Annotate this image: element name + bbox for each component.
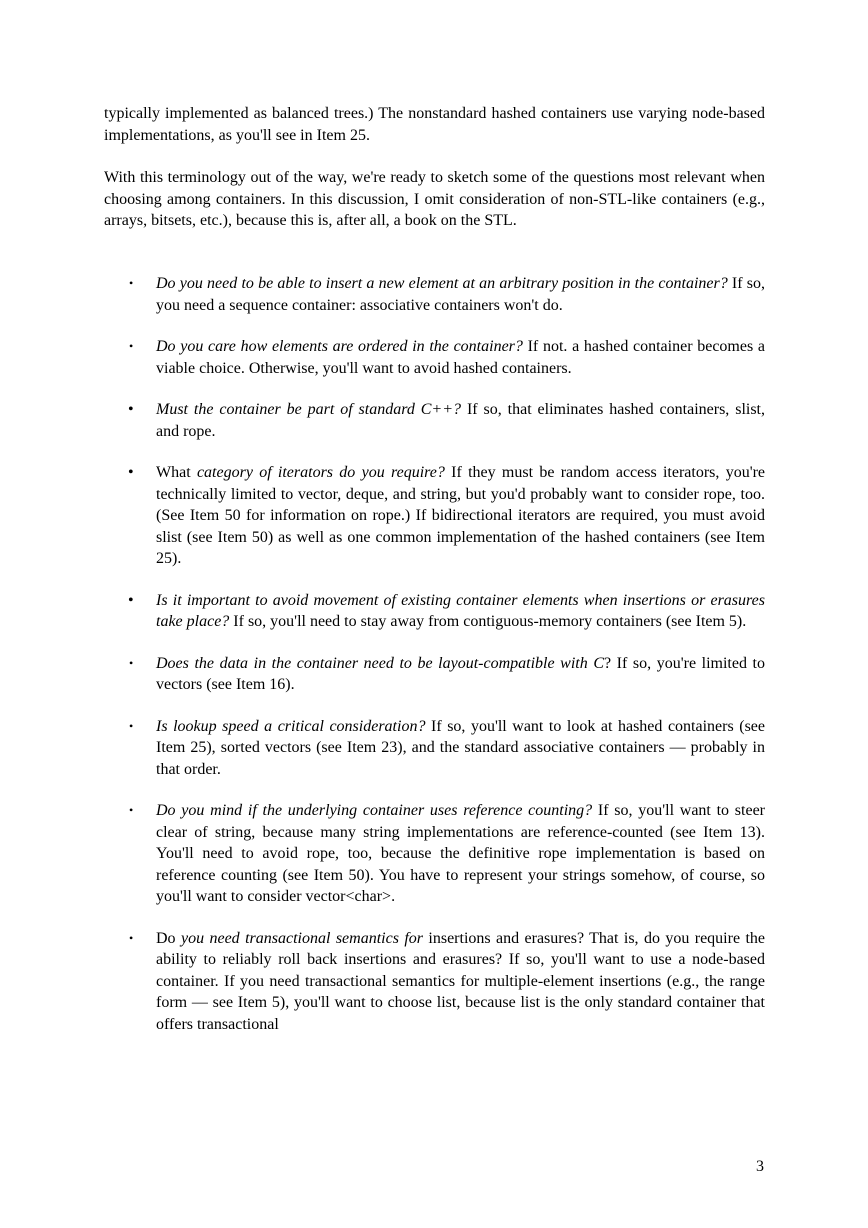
list-item: • Do you care how elements are ordered in the container? If not. a hashed container becomes a viable choice. Otherwise, you'll want to avoid hashed containers. bbox=[129, 338, 766, 377]
question-list bbox=[104, 273, 765, 1055]
list-item: • Is it important to avoid movement of existing container elements when insertions or erasures take place? If so, you'll need to stay away from contiguous-memory containers (see Item 5). bbox=[128, 591, 765, 630]
paragraph-intro: With this terminology out of the way, we're ready to sketch some of the questions most relevant when choosing among containers. In this discussion, I omit consideration of non-STL-like containers (e.g., arrays, bitsets, etc.), because this is, after all, a book on the STL. bbox=[104, 169, 765, 229]
paragraph-continued: typically implemented as balanced trees.) The nonstandard hashed containers use varying node-based implementations, as you'll see in Item 25. bbox=[104, 105, 765, 144]
list-item: • Do you need transactional semantics for insertions and erasures? That is, do you require the ability to reliably roll back insertions and erasures? If so, you'll want to use a node-based container. If you need transactional semantics for multiple-element insertions (e.g., the range form — see Item 5), you'll want to choose list, because list is the only standard container that offers transactional bbox=[129, 929, 766, 1033]
bullet-icon: • bbox=[128, 401, 134, 418]
list-item: • Must the container be part of standard C++? If so, that eliminates hashed containers, slist, and rope. bbox=[128, 401, 766, 440]
bullet-icon: • bbox=[128, 591, 134, 609]
bullet-icon: • bbox=[129, 803, 134, 817]
list-item: • What category of iterators do you require? If they must be random access iterators, you're technically limited to vector, deque, and string, but you'd probably want to consider rope, too. (See Item 50 for information on rope.) If bidirectional iterators are required, you must avoid slist (see Item 50) as well as one common implementation of the hashed containers (see Item 25). bbox=[128, 464, 766, 567]
page-number: 3 bbox=[756, 1158, 764, 1175]
bullet-icon: • bbox=[129, 655, 134, 670]
list-item: • Does the data in the container need to be layout-compatible with C? If so, you're limited to vectors (see Item 16). bbox=[129, 654, 765, 693]
bullet-icon: • bbox=[129, 718, 134, 733]
bullet-icon: • bbox=[129, 276, 134, 290]
bullet-icon: • bbox=[128, 464, 134, 481]
list-item: • Do you mind if the underlying container uses reference counting? If so, you'll want to steer clear of string, because many string implementations are reference-counted (see Item 13). You'll need to avoid rope, too, because the definitive rope implementation is based on reference counting (see Item 50). You have to represent your strings somehow, of course, so you'll want to consider vector<char>. bbox=[129, 802, 766, 905]
bullet-icon: • bbox=[129, 339, 134, 353]
list-item: • Is lookup speed a critical consideration? If so, you'll want to look at hashed containers (see Item 25), sorted vectors (see Item 23), and the standard associative containers — probably in that order. bbox=[129, 717, 766, 778]
bullet-icon: • bbox=[129, 930, 134, 945]
list-item: • Do you need to be able to insert a new element at an arbitrary position in the container? If so, you need a sequence container: associative containers won't do. bbox=[129, 275, 765, 314]
